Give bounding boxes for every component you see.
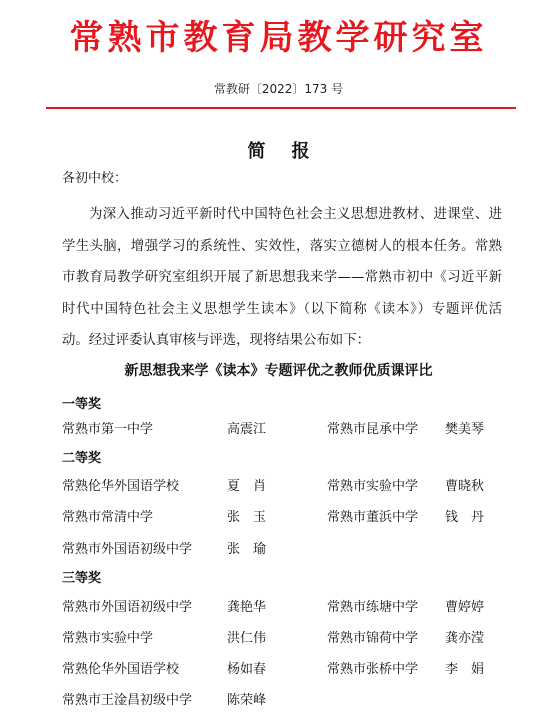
school-name: 常熟伦华外国语学校 bbox=[62, 479, 180, 494]
section-title: 新思想我来学《读本》专题评优之教师优质课评比 bbox=[124, 363, 433, 379]
body-paragraph: 为深入推动习近平新时代中国特色社会主义思想进教材、进课堂、进学生头脑，增强学习的系统性、实效性，落实立德树人的根本任务。常熟市教育局教学研究室组织开展了新思想我来学——常熟市初中《习近平新时代中国特色社会主义思想学生读本》（以下简称《读本》）专题评优活动。经过评委认真审核与评选，现将结果公布如下： bbox=[62, 207, 502, 348]
school-name: 常熟市张桥中学 bbox=[327, 662, 419, 677]
teacher-name: 高震江 bbox=[227, 422, 267, 437]
school-name: 常熟市实验中学 bbox=[327, 479, 419, 494]
first-prize-label: 一等奖 bbox=[62, 397, 102, 412]
doc-number: 常教研〔2022〕173 号 bbox=[213, 82, 344, 96]
teacher-name: 龚亦滢 bbox=[445, 631, 485, 646]
school-name: 常熟市实验中学 bbox=[62, 631, 154, 646]
school-name: 常熟市常清中学 bbox=[62, 510, 154, 525]
doc-type-title: 简报 bbox=[247, 141, 336, 162]
teacher-name: 李 娟 bbox=[445, 662, 485, 677]
teacher-name: 夏 肖 bbox=[227, 479, 267, 494]
school-name: 常熟市练塘中学 bbox=[327, 600, 419, 615]
teacher-name: 洪仁伟 bbox=[227, 631, 267, 646]
school-name: 常熟市锦荷中学 bbox=[327, 631, 419, 646]
third-prize-label: 三等奖 bbox=[62, 571, 102, 586]
school-name: 常熟市第一中学 bbox=[62, 422, 154, 437]
school-name: 常熟伦华外国语学校 bbox=[62, 662, 180, 677]
org-title: 常熟市教育局教学研究室 bbox=[69, 18, 488, 58]
teacher-name: 樊美琴 bbox=[445, 422, 485, 437]
teacher-name: 钱 丹 bbox=[445, 510, 485, 525]
teacher-name: 陈荣峰 bbox=[227, 693, 267, 708]
teacher-name: 杨如春 bbox=[227, 662, 267, 677]
school-name: 常熟市外国语初级中学 bbox=[62, 600, 193, 615]
second-prize-label: 二等奖 bbox=[62, 451, 102, 466]
school-name: 常熟市王淦昌初级中学 bbox=[62, 693, 193, 708]
school-name: 常熟市外国语初级中学 bbox=[62, 542, 193, 557]
header-red-rule bbox=[46, 107, 516, 109]
teacher-name: 曹晓秋 bbox=[445, 479, 485, 494]
teacher-name: 龚艳华 bbox=[227, 600, 267, 615]
teacher-name: 张 玉 bbox=[227, 510, 267, 525]
school-name: 常熟市昆承中学 bbox=[327, 422, 419, 437]
teacher-name: 曹婷婷 bbox=[445, 600, 485, 615]
teacher-name: 张 瑜 bbox=[227, 542, 267, 557]
school-name: 常熟市董浜中学 bbox=[327, 510, 419, 525]
addressee: 各初中校： bbox=[62, 171, 128, 186]
